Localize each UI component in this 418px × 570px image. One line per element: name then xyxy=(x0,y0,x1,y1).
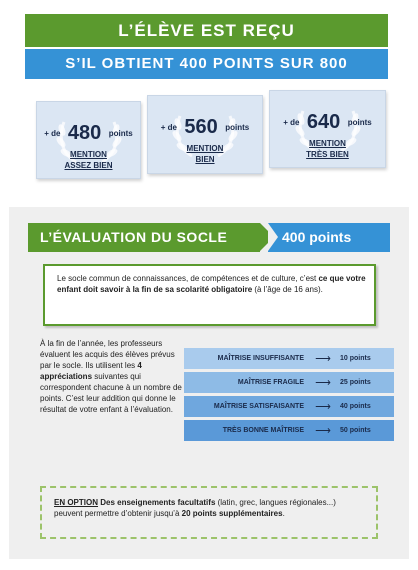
card-mention-line1: MENTION xyxy=(309,139,346,148)
socle-title: L’ÉVALUATION DU SOCLE xyxy=(40,229,228,245)
grade-level: TRÈS BONNE MAÎTRISE xyxy=(222,427,304,434)
score-card-bien xyxy=(147,95,263,174)
option-box xyxy=(40,486,378,539)
card-unit: points xyxy=(347,118,372,127)
socle-points-label: 400 points xyxy=(282,229,352,245)
card-value: 640 xyxy=(306,111,341,133)
grade-points: 10 points xyxy=(340,355,371,362)
option-bold-1: Des enseignements facultatifs xyxy=(98,498,216,507)
card-mention xyxy=(148,143,262,165)
socle-intro-bold: ce que votre enfant doit savoir à la fin de sa scolarité obligatoire xyxy=(57,274,366,294)
arrow-right-icon: ⟶ xyxy=(315,353,331,365)
header-title: L’ÉLÈVE EST REÇU xyxy=(118,21,295,40)
card-mention-line1: MENTION xyxy=(186,144,224,153)
grade-row xyxy=(184,420,394,441)
card-mention-line1: MENTION xyxy=(70,150,107,159)
card-mention xyxy=(270,138,385,160)
grade-row xyxy=(184,348,394,369)
card-unit: points xyxy=(225,123,250,132)
grade-row xyxy=(184,396,394,417)
card-mention-line2: TRÈS BIEN xyxy=(306,150,349,159)
evaluation-text-part2: suivantes qui correspondent chacune à un nombre de points. C’est leur addition qui donne le résultat de votre enfant à l’évaluation. xyxy=(40,372,182,414)
option-text-1: (latin, grec, langues régionales...) peuvent permettre d’obtenir jusqu’à xyxy=(54,498,336,518)
socle-intro-end: (à l’âge de 16 ans). xyxy=(252,285,323,294)
grades-list xyxy=(184,348,394,444)
grade-points: 25 points xyxy=(340,379,371,386)
header-title-banner xyxy=(25,14,388,47)
card-prefix: + de xyxy=(283,118,300,127)
grade-level: MAÎTRISE FRAGILE xyxy=(237,379,304,386)
score-card-assez-bien xyxy=(36,101,141,179)
card-mention xyxy=(37,149,140,171)
card-unit: points xyxy=(108,129,133,138)
option-text-2: . xyxy=(282,509,285,518)
evaluation-text-bold: 4 appréciations xyxy=(40,361,142,381)
evaluation-text-part1: À la fin de l’année, les professeurs évaluent les acquis des élèves prévus par le socle. Ils utilisent les xyxy=(40,339,175,370)
header-subtitle: S’IL OBTIENT 400 POINTS SUR 800 xyxy=(65,55,348,72)
card-prefix: + de xyxy=(44,129,61,138)
card-prefix: + de xyxy=(160,123,177,132)
socle-section-title xyxy=(28,223,260,252)
arrow-right-icon: ⟶ xyxy=(315,425,331,437)
arrow-right-icon: ⟶ xyxy=(315,377,331,389)
socle-definition-box xyxy=(43,264,376,326)
card-mention-line2: BIEN xyxy=(195,155,215,164)
grade-level: MAÎTRISE INSUFFISANTE xyxy=(217,355,304,362)
socle-points-tag xyxy=(268,223,390,252)
option-tag: EN OPTION xyxy=(54,498,99,507)
card-value: 560 xyxy=(184,116,218,138)
option-bold-2: 20 points supplémentaires xyxy=(181,509,283,518)
socle-intro-text: Le socle commun de connaissances, de compétences et de culture, c’est xyxy=(57,274,319,283)
grade-level: MAÎTRISE SATISFAISANTE xyxy=(213,403,304,410)
grade-points: 50 points xyxy=(340,427,371,434)
header-subtitle-banner xyxy=(25,49,388,79)
grade-points: 40 points xyxy=(340,403,371,410)
card-value: 480 xyxy=(67,122,102,144)
score-card-tres-bien xyxy=(269,90,386,168)
grade-row xyxy=(184,372,394,393)
card-mention-line2: ASSEZ BIEN xyxy=(64,161,113,170)
evaluation-text xyxy=(40,338,188,415)
arrow-right-icon: ⟶ xyxy=(315,401,331,413)
